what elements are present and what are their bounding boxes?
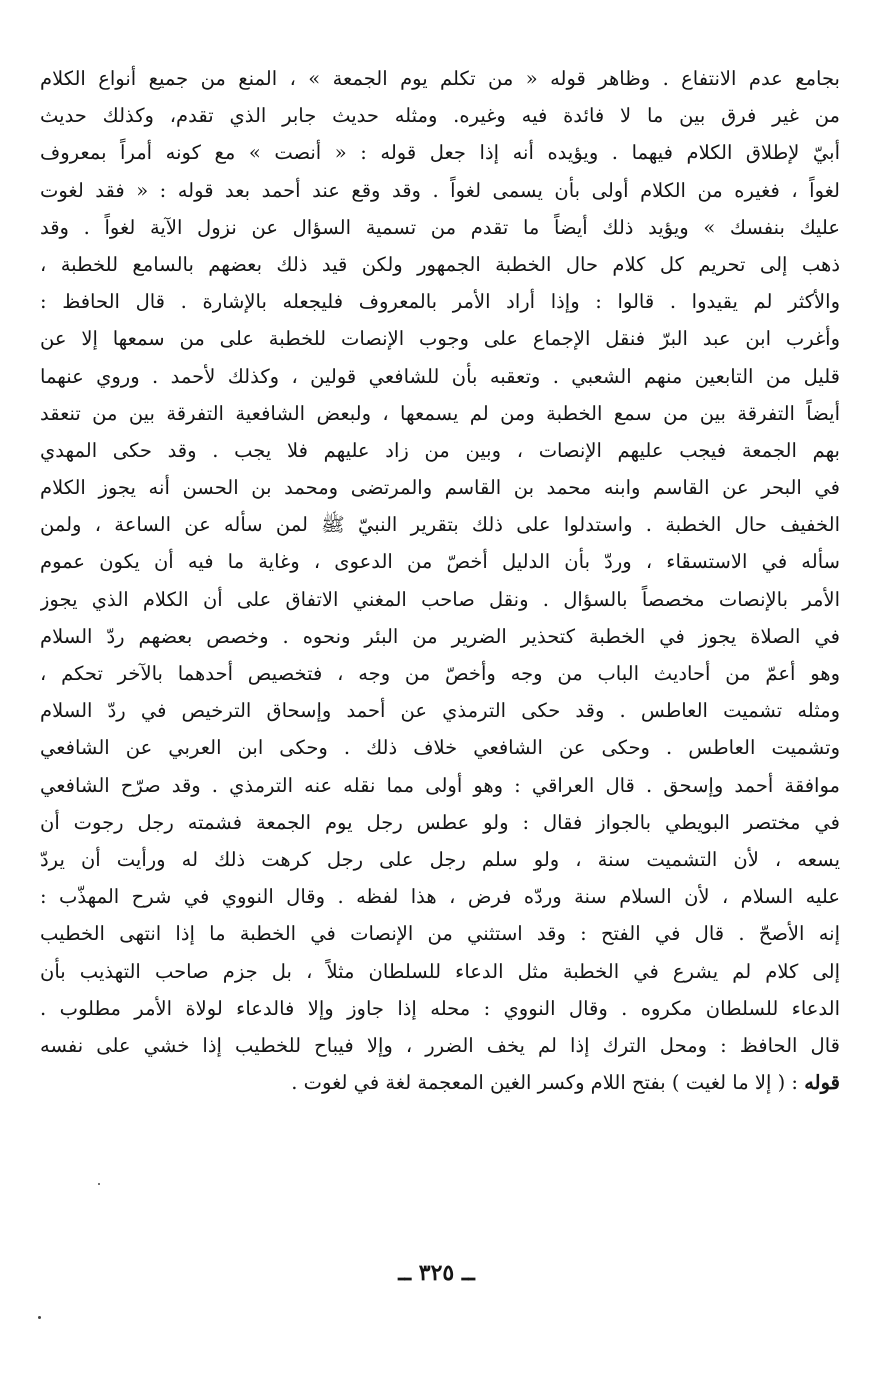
text-line: الخفيف حال الخطبة . واستدلوا على ذلك بتقرير النبيّ ﷺ لمن سأله عن الساعة ، ولمن [40,513,840,537]
scan-speck [98,1183,100,1185]
text-line: سأله في الاستسقاء ، وردّ بأن الدليل أخصّ من الدعوى ، وغاية ما فيه أن يكون عموم [40,550,840,574]
text-line: عليك بنفسك » ويؤيد ذلك أيضاً ما تقدم من تسمية السؤال عن نزول الآية لغواً . وقد [40,215,840,239]
text-line: وتشميت العاطس . وحكى عن الشافعي خلاف ذلك . وحكى ابن العربي عن الشافعي [40,736,840,760]
text-line: وهو أعمّ من أحاديث الباب من وجه وأخصّ من وجه ، فتخصيص أحدهما بالآخر تحكم ، [40,662,840,685]
text-line: والأكثر لم يقيدوا . قالوا : وإذا أراد الأمر بالمعروف فليجعله بالإشارة . قال الحافظ : [40,290,840,314]
page-number: ــ ٣٢٥ ــ [398,1260,475,1286]
text-line: الدعاء للسلطان مكروه . وقال النووي : محله إذا جاوز وإلا فالدعاء لولاة الأمر مطلوب . [40,996,840,1020]
text-line: ومثله تشميت العاطس . وقد حكى الترمذي عن أحمد وإسحاق الترخيص في ردّ السلام [40,699,840,723]
body-text [40,60,840,1101]
text-line: أيضاً التفرقة بين من سمع الخطبة ومن لم يسمعها ، ولبعض الشافعية التفرقة بين من تنعقد [40,401,840,425]
text-line: إنه الأصحّ . قال في الفتح : وقد استثني من الإنصات في الخطبة ما إذا انتهى الخطيب [40,922,840,946]
final-line-text: : ( إلا ما لغيت ) بفتح اللام وكسر الغين المعجمة لغة في لغوت . [291,1071,805,1095]
text-line: بهم الجمعة فيجب عليهم الإنصات ، وبين من زاد عليهم فلا يجب . وقد حكى المهدي [40,438,840,462]
text-line: إلى كلام لم يشرع في الخطبة مثل الدعاء للسلطان مثلاً ، بل جزم صاحب التهذيب بأن [40,959,840,983]
commentary-lead-word: قوله [804,1071,840,1095]
text-line: لغواً ، فغيره من الكلام أولى بأن يسمى لغواً . وقد وقع عند أحمد بعد قوله : « فقد لغوت [40,178,840,202]
text-line: أبيّ لإطلاق الكلام فيهما . ويؤيده أنه إذا جعل قوله : « أنصت » مع كونه أمراً بمعروف [40,141,840,165]
final-text-line [40,1064,840,1101]
text-line: بجامع عدم الانتفاع . وظاهر قوله « من تكلم يوم الجمعة » ، المنع من جميع أنواع الكلام [40,67,840,90]
text-line: الأمر بالإنصات مخصصاً بالسؤال . ونقل صاحب المغني الاتفاق على أن الكلام الذي يجوز [40,587,840,611]
text-line: في الصلاة يجوز في الخطبة كتحذير الضرير من البئر ونحوه . وخصص بعضهم ردّ السلام [40,624,840,648]
scan-speck [38,1316,41,1319]
text-line: ذهب إلى تحريم كل كلام حال الخطبة الجمهور ولكن قيد ذلك بعضهم بالسامع للخطبة ، [40,252,840,276]
text-line: في مختصر البويطي بالجواز فقال : ولو عطس رجل يوم الجمعة فشمته رجل رجوت أن [40,810,840,834]
text-line: موافقة أحمد وإسحق . قال العراقي : وهو أولى مما نقله عنه الترمذي . وقد صرّح الشافعي [40,773,840,797]
text-line: قليل من التابعين منهم الشعبي . وتعقبه بأن للشافعي قولين ، وكذلك لأحمد . وروي عنهما [40,364,840,388]
text-line: قال الحافظ : ومحل الترك إذا لم يخف الضرر ، وإلا فيباح للخطيب إذا خشي على نفسه [40,1033,840,1057]
text-line: في البحر عن القاسم وابنه محمد بن القاسم والمرتضى ومحمد بن الحسن أنه يجوز الكلام [40,476,840,500]
text-line: يسعه ، لأن التشميت سنة ، ولو سلم رجل على رجل كرهت ذلك له ورأيت أن يردّ [40,847,840,871]
text-line: عليه السلام ، لأن السلام سنة وردّه فرض ، هذا لفظه . وقال النووي في شرح المهذّب : [40,885,840,909]
text-line: وأغرب ابن عبد البرّ فنقل الإجماع على وجوب الإنصات للخطبة على من سمعها إلا عن [40,327,840,351]
text-line: من غير فرق بين ما لا فائدة فيه وغيره. ومثله حديث جابر الذي تقدم، وكذلك حديث [40,104,840,128]
